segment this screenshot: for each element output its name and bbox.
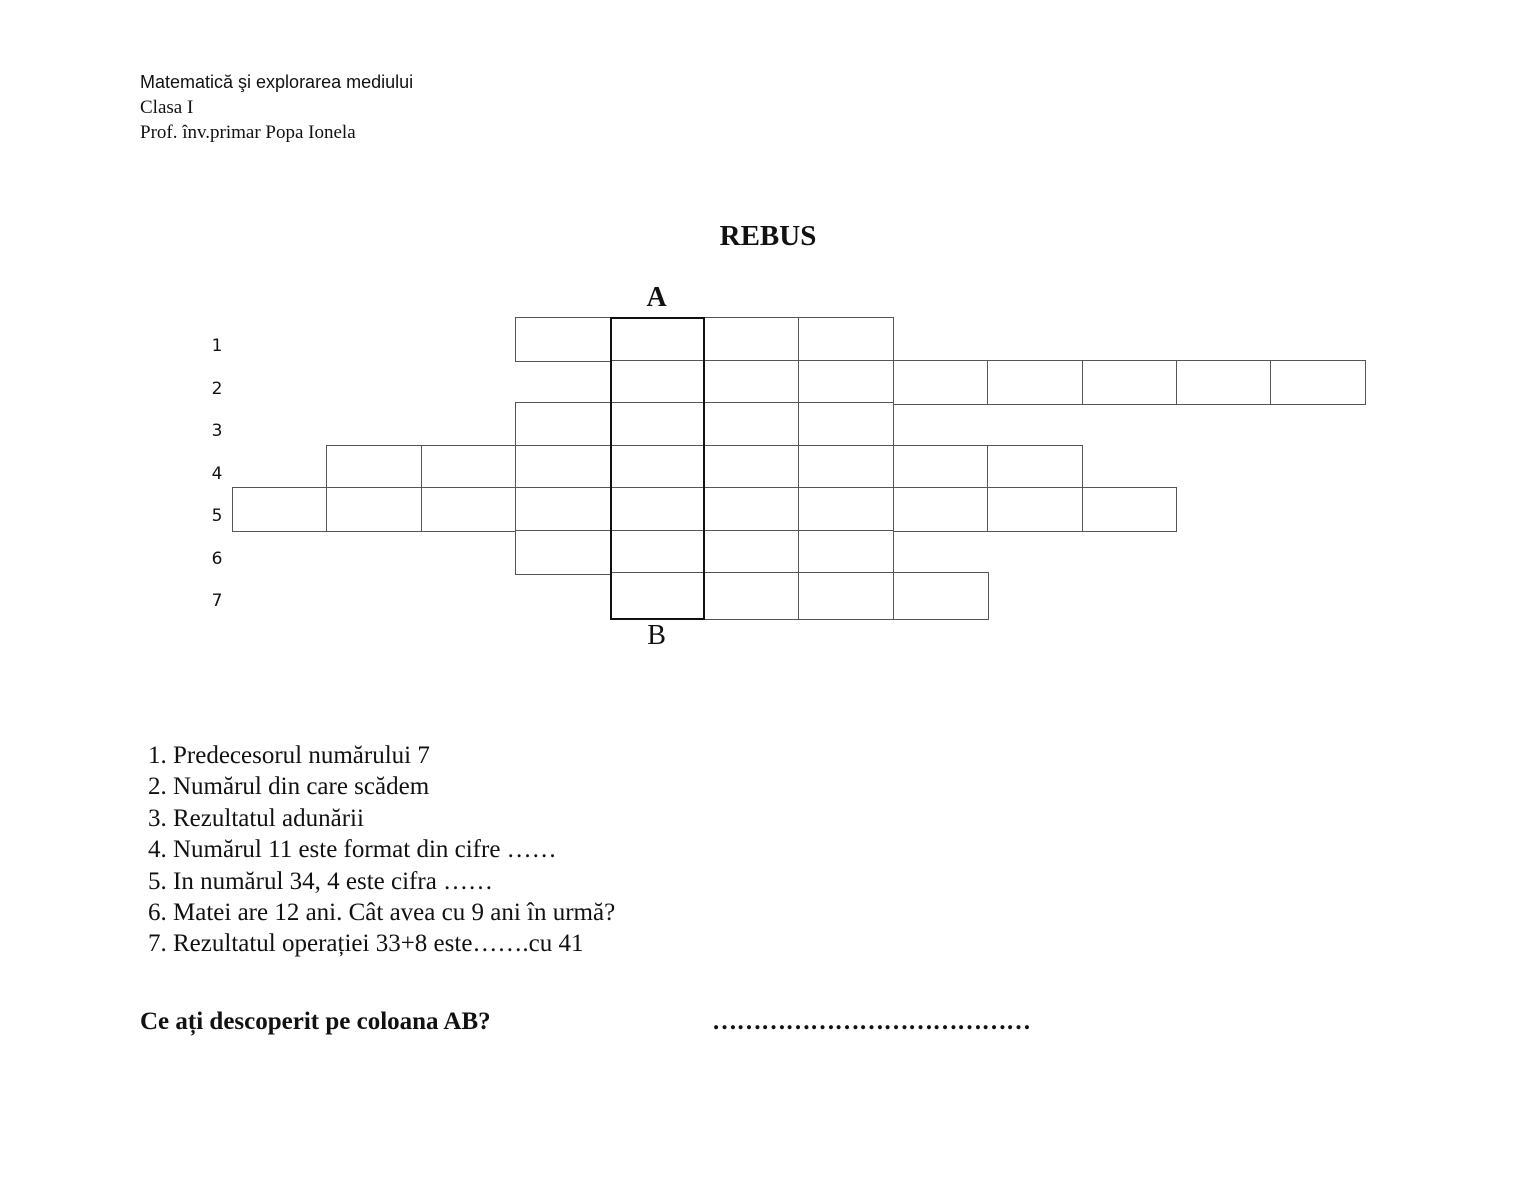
column-label-a: A	[646, 282, 667, 313]
crossword-cell[interactable]	[893, 572, 989, 620]
crossword-cell[interactable]	[1176, 360, 1272, 405]
crossword-cell[interactable]	[1082, 487, 1178, 532]
crossword-cell[interactable]	[610, 530, 706, 575]
row-number: 6	[211, 549, 223, 569]
crossword-cell[interactable]	[610, 402, 706, 447]
crossword-cell[interactable]	[798, 402, 894, 447]
crossword-cell[interactable]	[515, 317, 611, 362]
crossword-cell[interactable]	[987, 487, 1083, 532]
clue-item: 4. Numărul 11 este format din cifre ……	[148, 836, 557, 864]
crossword-cell[interactable]	[515, 445, 611, 490]
crossword-cell[interactable]	[798, 360, 894, 405]
crossword-cell[interactable]	[704, 445, 800, 490]
clue-item: 2. Numărul din care scădem	[148, 773, 430, 801]
page-title: REBUS	[719, 220, 817, 252]
crossword-cell[interactable]	[704, 572, 800, 620]
crossword-cell[interactable]	[798, 317, 894, 362]
crossword-cell[interactable]	[704, 530, 800, 575]
ab-question: Ce ați descoperit pe coloana AB?	[140, 1008, 491, 1035]
crossword-cell[interactable]	[421, 487, 517, 532]
crossword-cell[interactable]	[610, 572, 706, 620]
column-label-b: B	[647, 620, 666, 651]
crossword-cell[interactable]	[610, 445, 706, 490]
crossword-cell[interactable]	[610, 360, 706, 405]
crossword-cell[interactable]	[987, 445, 1083, 490]
clue-item: 5. In numărul 34, 4 este cifra ……	[148, 867, 494, 895]
crossword-cell[interactable]	[893, 445, 989, 490]
clue-item: 6. Matei are 12 ani. Cât avea cu 9 ani în urmă?	[148, 899, 616, 927]
clue-item: 7. Rezultatul operației 33+8 este…….cu 41	[148, 930, 584, 958]
crossword-cell[interactable]	[798, 572, 894, 620]
crossword-cell[interactable]	[515, 402, 611, 447]
ab-answer-blank[interactable]: …………………………………	[712, 1008, 1031, 1035]
crossword-cell[interactable]	[893, 487, 989, 532]
teacher-line: Prof. înv.primar Popa Ionela	[140, 122, 356, 143]
crossword-cell[interactable]	[704, 487, 800, 532]
clue-item: 1. Predecesorul numărului 7	[148, 742, 430, 769]
crossword-cell[interactable]	[515, 530, 611, 575]
crossword-cell[interactable]	[1270, 360, 1366, 405]
document-header	[140, 70, 413, 145]
crossword-cell[interactable]	[610, 487, 706, 532]
crossword-cell[interactable]	[1082, 360, 1178, 405]
crossword-cell[interactable]	[798, 487, 894, 532]
crossword-cell[interactable]	[704, 360, 800, 405]
row-number: 4	[211, 464, 223, 484]
row-number: 2	[211, 379, 223, 399]
crossword-cell[interactable]	[515, 487, 611, 532]
row-number: 3	[211, 421, 223, 441]
crossword-cell[interactable]	[798, 530, 894, 575]
crossword-cell[interactable]	[610, 317, 706, 362]
clue-list	[148, 740, 615, 960]
subject-line: Matematică şi explorarea mediului	[140, 72, 414, 92]
crossword-cell[interactable]	[704, 402, 800, 447]
crossword-cell[interactable]	[798, 445, 894, 490]
crossword-cell[interactable]	[987, 360, 1083, 405]
crossword-cell[interactable]	[421, 445, 517, 490]
crossword-cell[interactable]	[232, 487, 328, 532]
crossword-cell[interactable]	[704, 317, 800, 362]
row-number: 5	[211, 506, 223, 526]
class-line: Clasa I	[140, 97, 194, 118]
row-number: 7	[211, 591, 223, 611]
clue-item: 3. Rezultatul adunării	[148, 804, 364, 832]
crossword-cell[interactable]	[893, 360, 989, 405]
crossword-cell[interactable]	[326, 487, 422, 532]
row-number: 1	[211, 336, 223, 356]
crossword-cell[interactable]	[326, 445, 422, 490]
